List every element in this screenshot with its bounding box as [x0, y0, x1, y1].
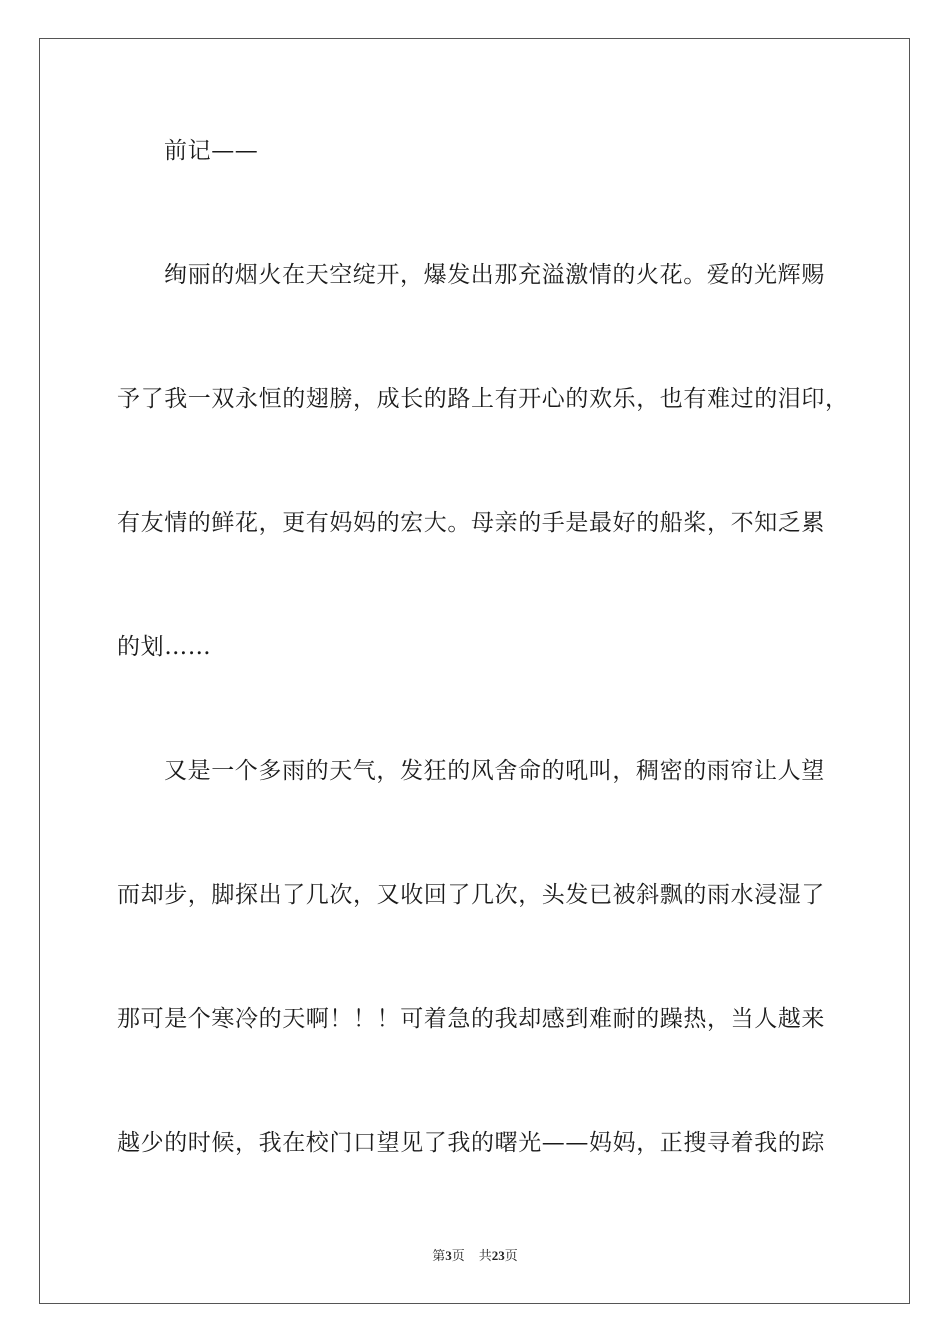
text-line: 绚丽的烟火在天空绽开，爆发出那充溢激情的火花。爱的光辉赐 — [164, 262, 825, 288]
total-suffix: 页 — [504, 1248, 518, 1263]
text-line: 有友情的鲜花，更有妈妈的宏大。母亲的手是最好的船桨，不知乏累 — [117, 510, 825, 536]
total-prefix: 共 — [478, 1248, 492, 1263]
page-number: 3 — [445, 1248, 452, 1263]
total-pages: 23 — [491, 1248, 505, 1263]
page-border — [39, 38, 910, 1304]
text-line: 越少的时候，我在校门口望见了我的曙光——妈妈，正搜寻着我的踪 — [117, 1130, 825, 1156]
text-line: 的划…… — [117, 634, 212, 660]
heading-line: 前记—— — [164, 138, 259, 164]
text-line: 又是一个多雨的天气，发狂的风舍命的吼叫，稠密的雨帘让人望 — [164, 758, 825, 784]
page-suffix: 页 — [451, 1248, 465, 1263]
text-line: 予了我一双永恒的翅膀，成长的路上有开心的欢乐，也有难过的泪印， — [117, 386, 849, 412]
text-line: 那可是个寒冷的天啊！！！可着急的我却感到难耐的躁热，当人越来 — [117, 1006, 825, 1032]
text-line: 而却步，脚探出了几次，又收回了几次，头发已被斜飘的雨水浸湿了 — [117, 882, 825, 908]
page-footer — [0, 1247, 950, 1265]
page-prefix: 第 — [432, 1248, 446, 1263]
